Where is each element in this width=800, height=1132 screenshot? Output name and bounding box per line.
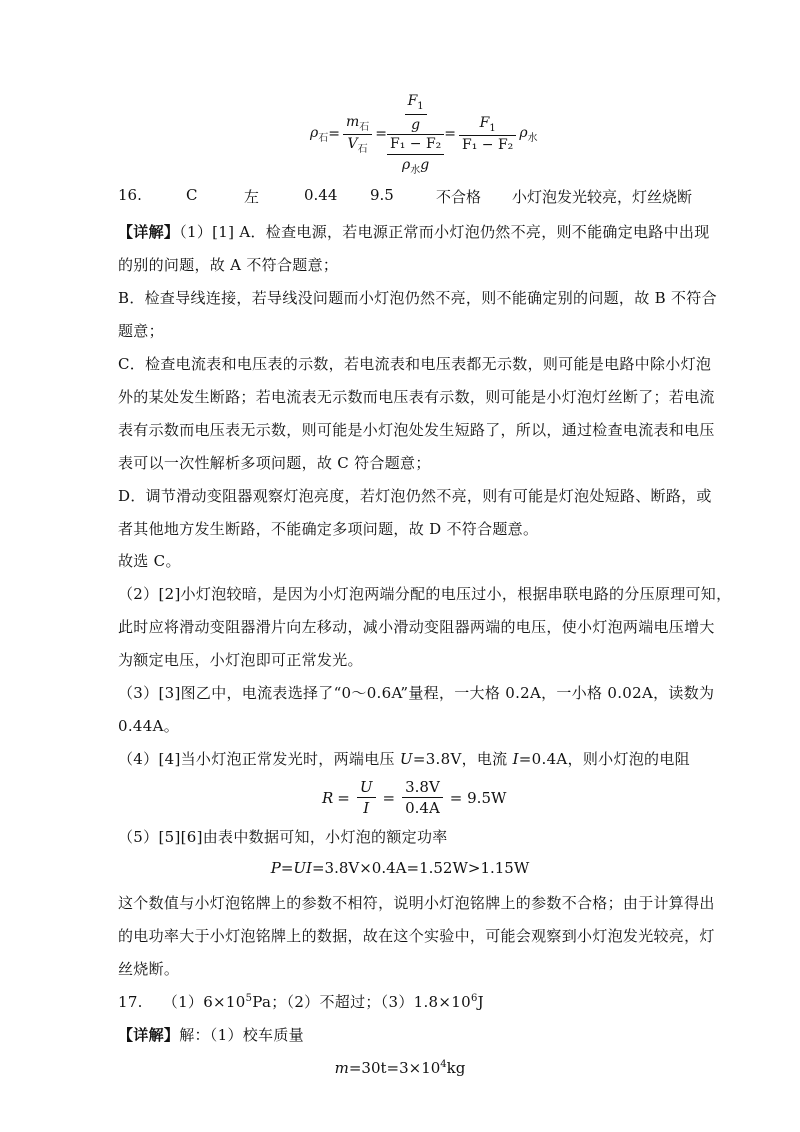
paragraph: 【详解】解：（1）校车质量 [118,1026,304,1044]
paragraph: 者其他地方发生断路，不能确定多项问题，故 D 不符合题意。 [118,520,539,538]
paragraph: 的电功率大于小灯泡铭牌上的数据，故在这个实验中，可能会观察到小灯泡发光较亮，灯 [118,927,715,945]
paragraph: （4）[4]当小灯泡正常发光时，两端电压 U=3.8V，电流 I=0.4A，则小灯泡的电阻 [118,750,690,768]
paragraph: 此时应将滑动变阻器滑片向左移动，减小滑动变阻器两端的电压，使小灯泡两端电压增大 [118,618,715,636]
q16-answer-2: 左 [244,188,260,206]
paragraph: （2）[2]小灯泡较暗，是因为小灯泡两端分配的电压过小，根据串联电路的分压原理可知， [118,585,732,603]
paragraph: 为额定电压，小灯泡即可正常发光。 [118,651,363,669]
q16-answer-1: C [186,186,198,204]
paragraph: 表有示数而电压表无示数，则可能是小灯泡处发生短路了，所以，通过检查电流表和电压 [118,421,715,439]
paragraph: 外的某处发生断路；若电流表无示数而电压表有示数，则可能是小灯泡灯丝断了；若电流 [118,388,715,406]
resistance-formula: R = $\frac{U}{I}$ = $\frac{3.8V}{0.4A}$ = 9.5W [322,778,507,817]
mass-formula: $m=30t=3\times 10^4kg$ [334,1059,466,1077]
power-formula: P=UI=3.8V×0.4A=1.52W>1.15W [270,859,530,877]
q16-answer-3: 0.44 [304,186,338,204]
q16-answer-5: 不合格 [436,188,482,206]
paragraph: 丝烧断。 [118,960,180,978]
paragraph: 这个数值与小灯泡铭牌上的参数不相符，说明小灯泡铭牌上的参数不合格；由于计算得出 [118,894,715,912]
paragraph: 题意； [118,322,164,340]
q16-number: 16. [118,186,142,204]
paragraph: 的别的问题，故 A 不符合题意； [118,256,339,274]
paragraph: C．检查电流表和电压表的示数，若电流表和电压表都无示数，则可能是电路中除小灯泡 [118,355,712,373]
q16-answer-6: 小灯泡发光较亮，灯丝烧断 [512,188,693,206]
paragraph: （5）[5][6]由表中数据可知，小灯泡的额定功率 [118,828,448,846]
paragraph: B．检查导线连接，若导线没问题而小灯泡仍然不亮，则不能确定别的问题，故 B 不符合 [118,289,717,307]
paragraph: （3）[3]图乙中，电流表选择了“0～0.6A”量程，一大格 0.2A，一小格 0.02A，读数为 [118,684,715,702]
paragraph: 【详解】（1）[1] A．检查电源，若电源正常而小灯泡仍然不亮，则不能确定电路中出现 [118,223,710,241]
paragraph: D．调节滑动变阻器观察灯泡亮度，若灯泡仍然不亮，则有可能是灯泡处短路、断路，或 [118,487,712,505]
density-formula: $\rho_石$ = $\frac{m_石}{V_石}$ = $\frac{F_1}{g}$ $\frac{\text{F₁ − F₂}}{\rho_水g}$ = $\frac{F_1}{\text{F₁ − F₂}}$ $\rho_水$ [310,92,538,176]
paragraph: 表可以一次性解析多项问题，故 C 符合题意； [118,454,431,472]
q16-answer-4: 9.5 [370,186,394,204]
paragraph: 0.44A。 [118,717,180,735]
paragraph: 故选 C。 [118,552,181,570]
q17-answer-row: 17. $(1)6\times 10^5Pa$；（2）不超过；$(3)1.8\times 10^6J$ [118,993,484,1011]
